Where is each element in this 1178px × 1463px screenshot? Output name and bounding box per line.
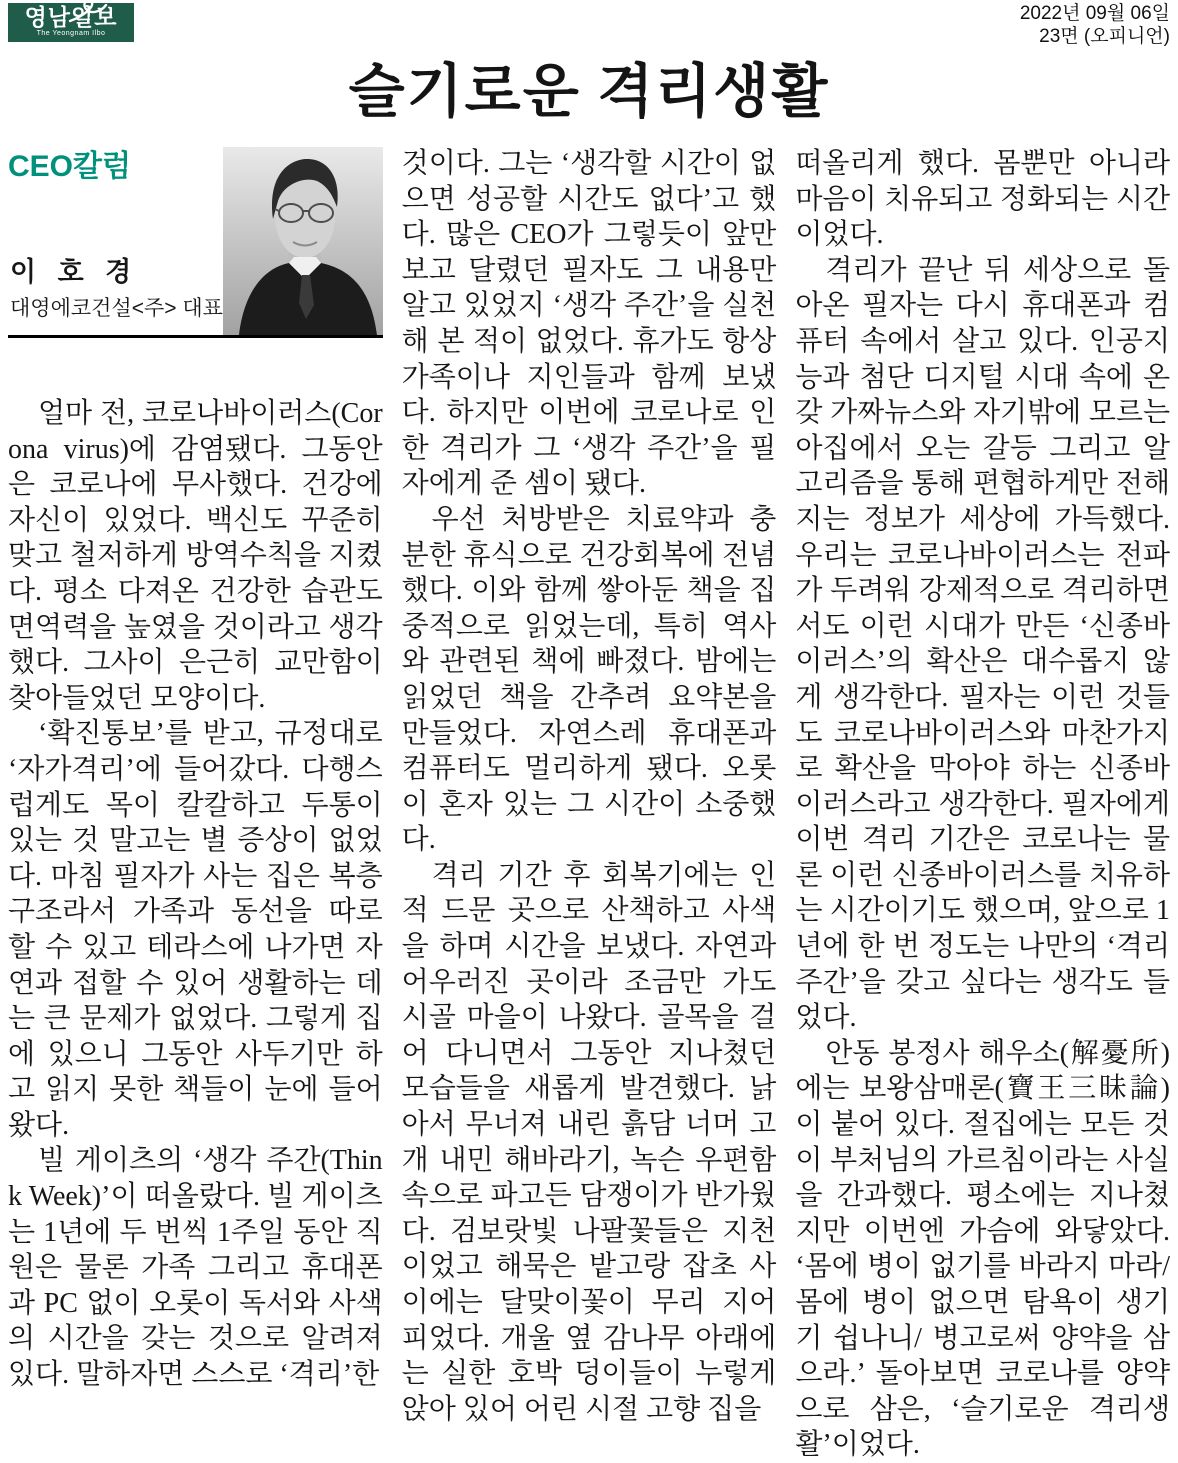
article-paragraph: 격리가 끝난 뒤 세상으로 돌아온 필자는 다시 휴대폰과 컴퓨터 속에서 살고 있다. 인공지능과 첨단 디지털 시대 속에 온갖 가짜뉴스와 자기밖에 모르는 아집에서 오는 갈등 그리고 알고리즘을 통해 편협하게만 전해지는 정보가 세상에 가득했다. 우리는 코로나바이러스는 전파가 두려워 강제적으로 격리하면서도 이런 시대가 만든 ‘신종바이러스’의 확산은 대수롭지 않게 생각한다. 필자는 이런 것들도 코로나바이러스와 마찬가지로 확산을 막아야 하는 신종바이러스라고 생각한다. 필자에게 이번 격리 기간은 코로나는 물론 이런 신종바이러스를 치유하는 시간이기도 했으며, 앞으로 1년에 한 번 정도는 나만의 ‘격리 주간’을 갖고 싶다는 생각도 들었다. [795, 254, 1171, 1034]
article-paragraph: 것이다. 그는 ‘생각할 시간이 없으면 성공할 시간도 없다’고 했다. 많은 CEO가 그렇듯이 앞만 보고 달렸던 필자도 그 내용만 알고 있었지 ‘생각 주간’을 실천해 본 적이 없었다. 휴가도 항상 가족이나 지인들과 함께 보냈다. 하지만 이번에 코로나로 인한 격리가 그 ‘생각 주간’을 필자에게 준 셈이 됐다. [401, 148, 777, 500]
article-paragraph: 빌 게이츠의 ‘생각 주간(Think Week)’이 떠올랐다. 빌 게이츠는 1년에 두 번씩 1주일 동안 직원은 물론 가족 그리고 휴대폰과 PC 없이 오롯이 독서와 사색의 시간을 갖는 것으로 알려져 있다. 말하자면 스스로 ‘격리’한 [8, 1145, 383, 1391]
author-photo [223, 147, 383, 335]
author-name: 이 호 경 [10, 257, 139, 288]
article-paragraph: 안동 봉정사 해우소(解憂所)에는 보왕삼매론(寶王三昧論)이 붙어 있다. 절집에는 모든 것이 부처님의 가르침이라는 사실을 간과했다. 평소에는 지나쳤지만 이번엔 가슴에 와닿았다. ‘몸에 병이 없기를 바라지 마라/ 몸에 병이 없으면 탐욕이 생기기 쉽나니/ 병고로써 양약을 삼으라.’ 돌아보면 코로나를 양약으로 삼은, ‘슬기로운 격리생활’이었다. [795, 1037, 1171, 1461]
author-affiliation: 대영에코건설<주> 대표 [10, 297, 223, 321]
article-paragraph: ‘확진통보’를 받고, 규정대로 ‘자가격리’에 들어갔다. 다행스럽게도 목이 칼칼하고 두통이 있는 것 말고는 별 증상이 없었다. 마침 필자가 사는 집은 복층구조라서 가족과 동선을 따로 할 수 있고 테라스에 나가면 자연과 접할 수 있어 생활하는 데는 큰 문제가 없었다. 그렇게 집에 있으니 그동안 사두기만 하고 읽지 못한 책들이 눈에 들어왔다. [8, 718, 383, 1141]
publication-info [1020, 0, 1170, 48]
article-column-1 [8, 146, 383, 1463]
article-paragraph: 얼마 전, 코로나바이러스(Corona virus)에 감염됐다. 그동안은 코로나에 무사했다. 건강에 자신이 있었다. 백신도 꾸준히 맞고 철저하게 방역수칙을 지켰다. 평소 다져온 건강한 습관도 면역력을 높였을 것이라고 생각했다. 그사이 은근히 교만함이 찾아들었던 모양이다. [8, 398, 383, 714]
logo-korean-text: 영남일보 [24, 4, 118, 30]
article-body [8, 146, 1170, 1463]
page-header [8, 0, 1170, 48]
logo-swoosh-icon [68, 0, 108, 23]
logo-english-text: The Yeongnam Ilbo [36, 30, 106, 37]
article-paragraph: 우선 처방받은 치료약과 충분한 휴식으로 건강회복에 전념했다. 이와 함께 쌓아둔 책을 집중적으로 읽었는데, 특히 역사와 관련된 책에 빠졌다. 밤에는 읽었던 책을 간추려 요약본을 만들었다. 자연스레 휴대폰과 컴퓨터도 멀리하게 됐다. 오롯이 혼자 있는 그 시간이 소중했다. [401, 503, 777, 856]
article-paragraph: 떠올리게 했다. 몸뿐만 아니라 마음이 치유되고 정화되는 시간이었다. [795, 148, 1171, 251]
page-section: 23면 (오피니언) [1039, 26, 1170, 47]
article-column-3 [795, 146, 1170, 1463]
article-paragraph: 격리 기간 후 회복기에는 인적 드문 곳으로 산책하고 사색을 하며 시간을 보냈다. 자연과 어우러진 곳이라 조금만 가도 시골 마을이 나왔다. 골목을 걸어 다니면서 그동안 지나쳤던 모습들을 새롭게 발견했다. 낡아서 무너져 내린 흙담 너머 고개 내민 해바라기, 녹슨 우편함 속으로 파고든 담쟁이가 반가웠다. 검보랏빛 나팔꽃들은 지천이었고 해묵은 밭고랑 잡초 사이에는 달맞이꽃이 무리 지어 피었다. 개울 옆 감나무 아래에는 실한 호박 덩이들이 누렇게 앉아 있어 어린 시절 고향 집을 [401, 859, 777, 1425]
ceo-column-block [8, 146, 383, 338]
yeongnam-ilbo-logo [8, 3, 134, 42]
publication-date: 2022년 09월 06일 [1019, 3, 1170, 24]
article-title: 슬기로운 격리생활 [348, 59, 830, 124]
column-1-text [8, 396, 383, 1393]
column-label: CEO칼럼 [8, 150, 131, 183]
article-column-2 [402, 146, 777, 1463]
